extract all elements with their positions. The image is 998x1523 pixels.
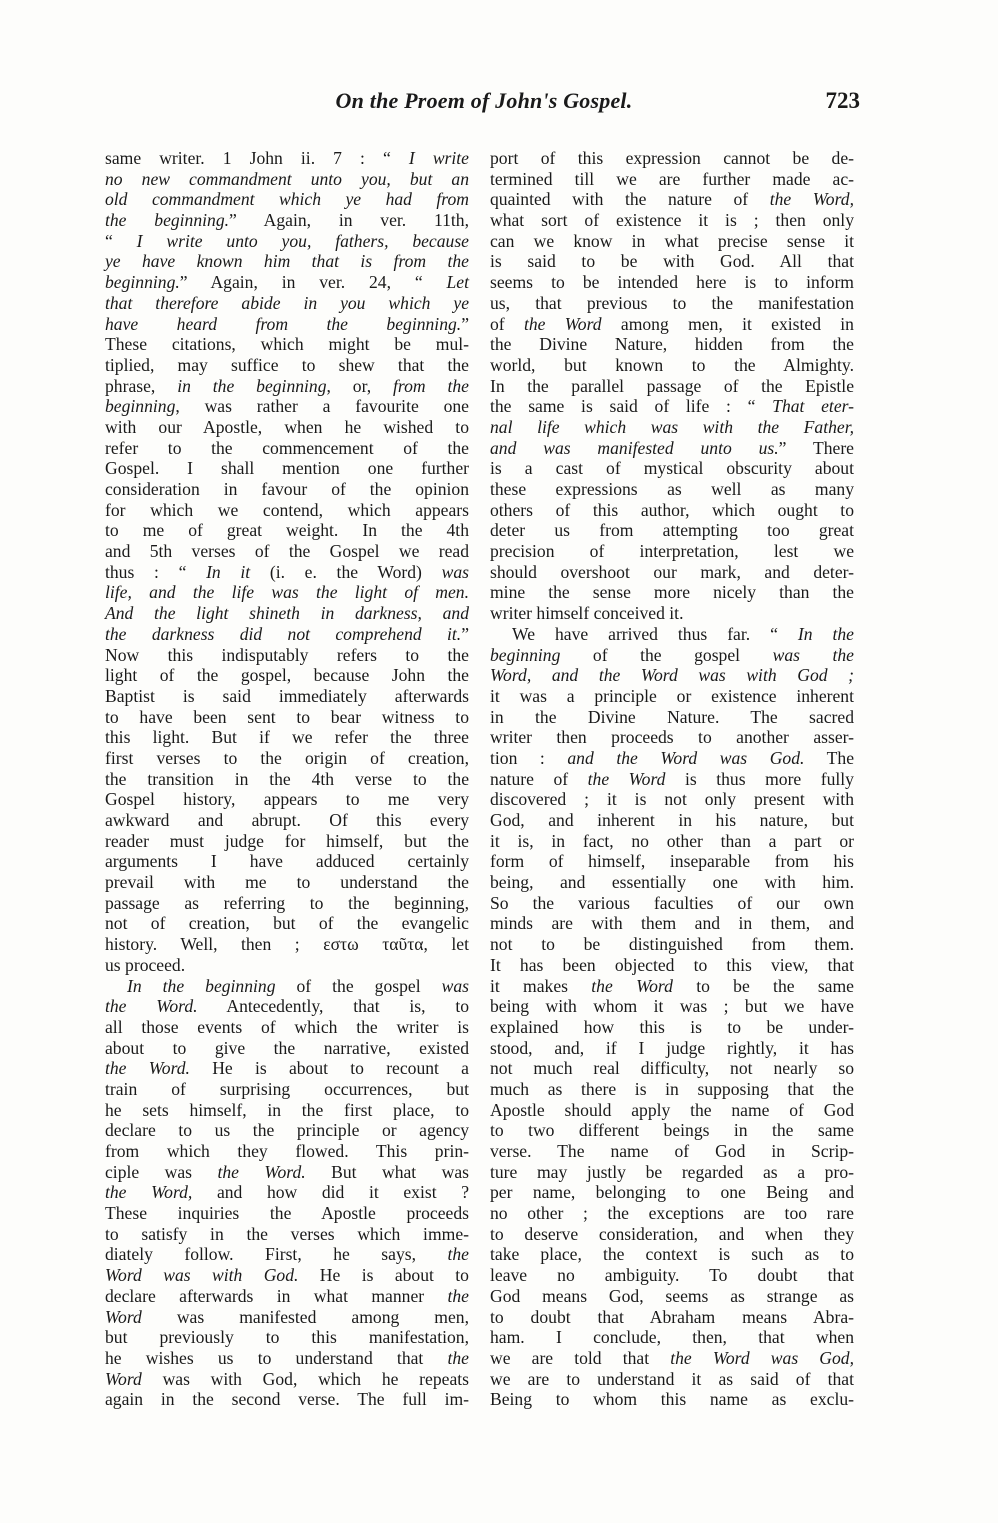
text-line: to have been sent to bear witness to: [105, 706, 469, 727]
text-line: take place, the context is such as to: [490, 1244, 854, 1265]
text-line: life, and the life was the light of men.: [105, 582, 469, 603]
text-line: Gospel history, appears to me very: [105, 789, 469, 810]
text-line: not of creation, but of the evangelic: [105, 913, 469, 934]
text-line: the Word. Antecedently, that is, to: [105, 996, 470, 1017]
text-line: ciple was the Word. But what was: [105, 1161, 469, 1182]
text-line: ham. I conclude, then, that when: [490, 1327, 854, 1348]
text-line: beginning.” Again, in ver. 24, “ Let: [105, 272, 469, 293]
text-line: the beginning.” Again, in ver. 11th,: [105, 210, 469, 231]
page-number: 723: [825, 88, 860, 113]
text-line: beginning of the gospel was the: [490, 644, 854, 665]
text-line: So the various faculties of our own: [490, 892, 854, 913]
text-line: ture may justly be regarded as a pro-: [490, 1161, 854, 1182]
text-line: light of the gospel, because John the: [105, 665, 469, 686]
text-line: to deserve consideration, and when they: [490, 1223, 854, 1244]
text-line: beginning, was rather a favourite one: [105, 396, 469, 417]
text-line: to satisfy in the verses which imme-: [105, 1223, 469, 1244]
text-line: to me of great weight. In the 4th: [105, 520, 469, 541]
text-line: and was manifested unto us.” There: [490, 437, 854, 458]
text-line: per name, belonging to one Being and: [490, 1182, 854, 1203]
running-head: [108, 86, 860, 120]
text-line: others of this author, which ought to: [490, 499, 854, 520]
text-line: diately follow. First, he says, the: [105, 1244, 469, 1265]
text-line: the transition in the 4th verse to the: [105, 768, 469, 789]
text-line: us proceed.: [105, 954, 186, 975]
text-line: In the beginning of the gospel was: [127, 975, 469, 996]
text-line: no new commandment unto you, but an: [105, 168, 469, 189]
text-line: first verses to the origin of creation,: [105, 747, 469, 768]
text-line: it is, in fact, no other than a part or: [490, 830, 854, 851]
text-line: “ I write unto you, fathers, because: [105, 230, 469, 251]
text-line: refer to the commencement of the: [105, 437, 469, 458]
text-line: in the Divine Nature. The sacred: [490, 706, 854, 727]
text-line: These citations, which might be mul-: [105, 334, 469, 355]
text-line: should overshoot our mark, and deter-: [490, 561, 854, 582]
right-text-column: [490, 148, 854, 1410]
text-line: being with whom it was ; but we have: [490, 996, 854, 1017]
text-line: what sort of existence it is ; then only: [490, 210, 854, 231]
text-line: ye have known him that is from the: [105, 251, 469, 272]
text-line: thus : “ In it (i. e. the Word) was: [105, 561, 469, 582]
text-line: have heard from the beginning.”: [105, 313, 469, 334]
text-line: for which we contend, which appears: [105, 499, 469, 520]
text-line: the Word. He is about to recount a: [105, 1058, 469, 1079]
text-line: us, that previous to the manifestation: [490, 292, 854, 313]
text-line: stood, and, if I judge rightly, it has: [490, 1037, 854, 1058]
text-line: the darkness did not comprehend it.”: [105, 623, 469, 644]
text-line: passage as referring to the beginning,: [105, 892, 469, 913]
text-line: declare afterwards in what manner the: [105, 1285, 469, 1306]
text-line: discovered ; it is not only present with: [490, 789, 854, 810]
text-line: God, and inherent in his nature, but: [490, 810, 854, 830]
text-line: Word, and the Word was with God ;: [490, 665, 854, 686]
left-text-column: [105, 148, 469, 1410]
text-line: phrase, in the beginning, or, from the: [105, 375, 469, 396]
text-line: he sets himself, in the first place, to: [105, 1099, 469, 1120]
text-line: God means God, seems as strange as: [490, 1285, 854, 1306]
text-line: he wishes us to understand that the: [105, 1347, 469, 1368]
text-line: not to be distinguished from them.: [490, 934, 854, 955]
text-line: the Divine Nature, hidden from the: [490, 334, 854, 355]
text-line: world, but known to the Almighty.: [490, 354, 854, 375]
text-line: the Word, and how did it exist ?: [105, 1182, 470, 1203]
text-line: much as there is in supposing that the: [490, 1078, 854, 1099]
text-line: again in the second verse. The full im-: [105, 1389, 469, 1410]
text-line: prevail with me to understand the: [105, 872, 469, 893]
text-line: writer himself conceived it.: [490, 603, 684, 624]
text-line: quainted with the nature of the Word,: [490, 189, 854, 210]
text-line: verse. The name of God in Scrip-: [490, 1141, 854, 1161]
text-line: is said to be with God. All that: [490, 251, 854, 272]
text-line: mine the sense more nicely than the: [490, 582, 854, 603]
text-line: Word was with God. He is about to: [105, 1265, 469, 1286]
text-line: declare to us the principle or agency: [105, 1120, 469, 1141]
text-line: is a cast of mystical obscurity about: [490, 458, 854, 479]
text-line: deter us from attempting too great: [490, 520, 854, 541]
text-line: And the light shineth in darkness, and: [105, 603, 469, 624]
text-line: precision of interpretation, lest we: [490, 541, 854, 562]
text-line: termined till we are further made ac-: [490, 168, 854, 189]
text-line: to two different beings in the same: [490, 1120, 854, 1141]
text-line: These inquiries the Apostle proceeds: [105, 1203, 469, 1224]
text-line: we are told that the Word was God,: [490, 1347, 854, 1368]
text-line: that therefore abide in you which ye: [105, 292, 469, 313]
text-line: the same is said of life : “ That eter-: [490, 396, 854, 417]
text-line: with our Apostle, when he wished to: [105, 416, 469, 437]
text-line: this light. But if we refer the three: [105, 727, 469, 748]
text-line: not much real difficulty, not nearly so: [490, 1058, 854, 1079]
text-line: form of himself, inseparable from his: [490, 851, 854, 872]
text-line: but previously to this manifestation,: [105, 1327, 469, 1348]
text-line: tion : and the Word was God. The: [490, 747, 854, 768]
text-line: It has been objected to this view, that: [490, 954, 854, 975]
text-line: Now this indisputably refers to the: [105, 644, 469, 665]
text-line: We have arrived thus far. “ In the: [512, 623, 854, 644]
text-line: explained how this is to be under-: [490, 1016, 854, 1037]
text-line: train of surprising occurrences, but: [105, 1078, 469, 1099]
text-line: consideration in favour of the opinion: [105, 479, 469, 499]
text-line: and 5th verses of the Gospel we read: [105, 541, 469, 562]
text-line: nal life which was with the Father,: [490, 416, 854, 437]
text-line: Word was with God, which he repeats: [105, 1368, 469, 1389]
text-line: leave no ambiguity. To doubt that: [490, 1265, 854, 1286]
text-line: port of this expression cannot be de-: [490, 148, 854, 168]
text-line: history. Well, then ; εστω ταῦτα, let: [105, 934, 469, 955]
text-line: minds are with them and in them, and: [490, 913, 854, 934]
text-line: being, and essentially one with him.: [490, 872, 854, 893]
text-line: Word was manifested among men,: [105, 1306, 469, 1327]
text-line: nature of the Word is thus more fully: [490, 768, 854, 789]
text-line: all those events of which the writer is: [105, 1016, 469, 1037]
text-line: from which they flowed. This prin-: [105, 1141, 469, 1161]
text-line: it was a principle or existence inherent: [490, 685, 854, 706]
text-line: Being to whom this name as exclu-: [490, 1389, 854, 1410]
running-title: On the Proem of John's Gospel.: [335, 88, 633, 113]
text-line: it makes the Word to be the same: [490, 975, 854, 996]
text-line: In the parallel passage of the Epistle: [490, 375, 854, 396]
text-line: Gospel. I shall mention one further: [105, 458, 469, 479]
text-line: can we know in what precise sense it: [490, 230, 854, 251]
text-line: awkward and abrupt. Of this every: [105, 810, 469, 830]
text-line: Apostle should apply the name of God: [490, 1099, 854, 1120]
text-line: we are to understand it as said of that: [490, 1368, 854, 1389]
text-line: of the Word among men, it existed in: [490, 313, 854, 334]
text-line: arguments I have adduced certainly: [105, 851, 469, 872]
text-line: same writer. 1 John ii. 7 : “ I write: [105, 148, 469, 168]
text-line: no other ; the exceptions are too rare: [490, 1203, 854, 1224]
text-line: reader must judge for himself, but the: [105, 830, 469, 851]
text-line: tiplied, may suffice to shew that the: [105, 354, 469, 375]
text-line: about to give the narrative, existed: [105, 1037, 469, 1058]
text-line: to doubt that Abraham means Abra-: [490, 1306, 854, 1327]
text-line: these expressions as well as many: [490, 479, 854, 499]
text-line: old commandment which ye had from: [105, 189, 469, 210]
text-line: seems to be intended here is to inform: [490, 272, 854, 293]
text-line: Baptist is said immediately afterwards: [105, 685, 469, 706]
text-line: writer then proceeds to another asser-: [490, 727, 854, 748]
